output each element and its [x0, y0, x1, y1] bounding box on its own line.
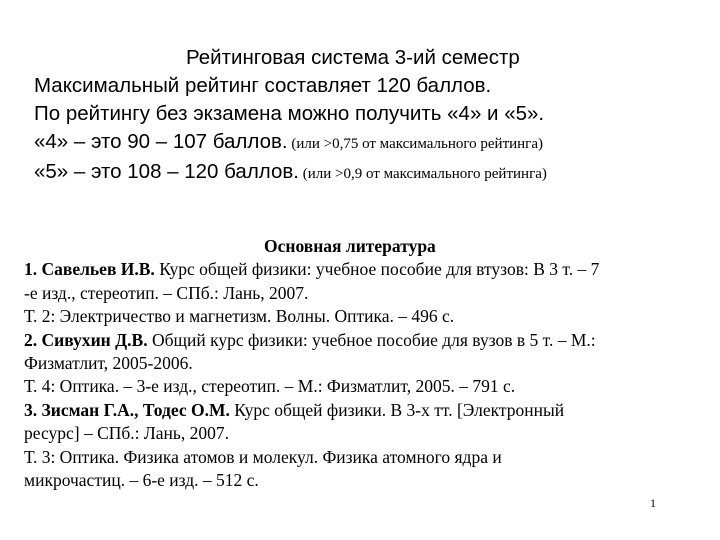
book-1-line-2: -е изд., стереотип. – СПб.: Лань, 2007. — [24, 282, 309, 303]
grade-4-range: «4» – это 90 – 107 баллов. — [34, 130, 288, 153]
book-2-line-1 — [24, 329, 704, 352]
book-3-line-2: ресурс] – СПб.: Лань, 2007. — [24, 423, 230, 444]
book-2-line-2: Физматлит, 2005-2006. — [24, 353, 193, 374]
book-1-line-1 — [24, 258, 704, 281]
book-2-author: 2. Сивухин Д.В. — [24, 329, 148, 350]
rating-system-block — [34, 44, 694, 188]
book-2-line-3: Т. 4: Оптика. – 3-е изд., стереотип. – М.: Физматлит, 2005. – 791 с. — [24, 376, 516, 397]
grade-5-row — [34, 158, 694, 188]
literature-title: Основная литература — [264, 236, 436, 256]
book-3-title: Курс общей физики. В 3-х тт. [Электронный — [229, 399, 565, 420]
grade-4-note: (или >0,75 от максимального рейтинга) — [287, 136, 543, 152]
book-2-title: Общий курс физики: учебное пособие для вузов в 5 т. – М.: — [147, 329, 596, 350]
book-3-line-4: микрочастиц. – 6-е изд. – 512 с. — [24, 470, 259, 491]
book-3-author: 3. Зисман Г.А., Тодес О.М. — [24, 399, 230, 420]
rating-title: Рейтинговая система 3-ий семестр — [186, 46, 520, 69]
book-1-title: Курс общей физики: учебное пособие для втузов: В 3 т. – 7 — [154, 259, 600, 280]
page-number: 1 — [650, 496, 656, 510]
book-1-line-3: Т. 2: Электричество и магнетизм. Волны. Оптика. – 496 с. — [24, 306, 455, 327]
book-3-line-3: Т. 3: Оптика. Физика атомов и молекул. Физика атомного ядра и — [24, 446, 502, 467]
no-exam-text: По рейтингу без экзамена можно получить «4» и «5». — [34, 102, 545, 125]
grade-5-range: «5» – это 108 – 120 баллов. — [34, 160, 299, 183]
book-1-author: 1. Савельев И.В. — [24, 259, 155, 280]
grade-4-row — [34, 128, 694, 158]
grade-5-note: (или >0,9 от максимального рейтинга) — [298, 166, 547, 182]
literature-block — [24, 235, 704, 492]
book-3-line-1 — [24, 399, 704, 422]
max-rating-text: Максимальный рейтинг составляет 120 баллов. — [34, 74, 492, 97]
